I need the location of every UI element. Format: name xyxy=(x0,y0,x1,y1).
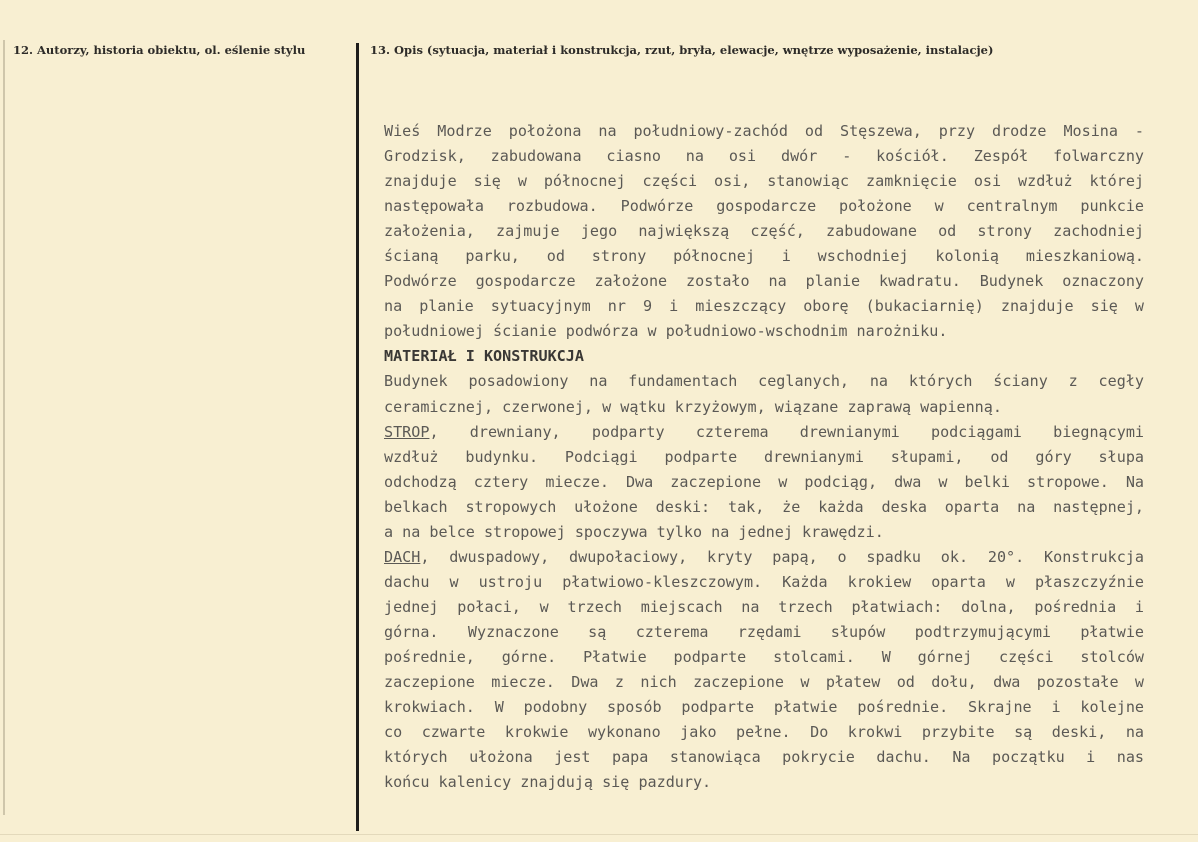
text-line: zaczepione miecze. Dwa z nich zaczepione w płatew od dołu, dwa pozostałe w xyxy=(384,673,1144,692)
bottom-edge-line xyxy=(0,834,1198,835)
text-line: pośrednie, górne. Płatwie podparte stolcami. W górnej części stolców xyxy=(384,647,1144,666)
strop-line xyxy=(384,420,1144,445)
text-fragment: , drewniany, podparty czterema drewnianymi podciągami biegnącymi xyxy=(429,422,1144,441)
text-line: Podwórze gospodarcze założone zostało na planie kwadratu. Budynek oznaczony xyxy=(384,272,1144,291)
text-line: końcu kalenicy znajdują się pazdury. xyxy=(384,773,712,792)
text-line: górna. Wyznaczone są czterema rzędami słupów podtrzymującymi płatwie xyxy=(384,622,1144,641)
text-line: belkach stropowych ułożone deski: tak, że każda deska oparta na następnej, xyxy=(384,497,1144,516)
section-heading: MATERIAŁ I KONSTRUKCJA xyxy=(384,347,584,366)
text-line: dachu w ustroju płatwiowo-kleszczowym. Każda krokiew oparta w płaszczyźnie xyxy=(384,572,1144,591)
text-line: Budynek posadowiony na fundamentach ceglanych, na których ściany z cegły xyxy=(384,372,1144,391)
text-line: ścianą parku, od strony północnej i wschodniej kolonią mieszkaniową. xyxy=(384,247,1144,266)
strop-label: STROP xyxy=(384,422,430,441)
description-text xyxy=(384,119,1144,795)
text-line: wzdłuż budynku. Podciągi podparte drewnianymi słupami, od góry słupa xyxy=(384,447,1144,466)
text-line: południowej ścianie podwórza w południowo-wschodnim narożniku. xyxy=(384,322,948,341)
text-line: znajduje się w północnej części osi, stanowiąc zamknięcie osi wzdłuż której xyxy=(384,172,1144,191)
text-line: Wieś Modrze położona na południowy-zachód od Stęszewa, przy drodze Mosina - xyxy=(384,122,1144,140)
text-line: których ułożona jest papa stanowiąca pokrycie dachu. Na początku i nas xyxy=(384,748,1144,767)
text-line: założenia, zajmuje jego największą część, zabudowane od strony zachodniej xyxy=(384,222,1144,241)
text-line: Grodzisk, zabudowana ciasno na osi dwór - kościół. Zespół folwarczny xyxy=(384,147,1144,166)
text-line: odchodzą cztery miecze. Dwa zaczepione w podciąg, dwa w belki stropowe. Na xyxy=(384,472,1144,491)
text-line: na planie sytuacyjnym nr 9 i mieszczący oborę (bukaciarnię) znajduje się w xyxy=(384,297,1144,316)
dach-line xyxy=(384,545,1144,570)
text-line: ceramicznej, czerwonej, w wątku krzyżowym, wiązane zaprawą wapienną. xyxy=(384,397,1002,416)
dach-label: DACH xyxy=(384,547,421,566)
column-13-header: 13. Opis (sytuacja, materiał i konstrukcja, rzut, bryła, elewacje, wnętrze wyposażenie, instalacje) xyxy=(370,43,994,57)
column-divider xyxy=(356,43,359,831)
text-line: krokwiach. W podobny sposób podparte płatwie pośrednie. Skrajne i kolejne xyxy=(384,698,1144,717)
text-line: jednej połaci, w trzech miejscach na trzech płatwiach: dolna, pośrednia i xyxy=(384,597,1144,616)
text-fragment: , dwuspadowy, dwupołaciowy, kryty papą, o spadku ok. 20°. Konstrukcja xyxy=(420,547,1144,566)
text-line: co czwarte krokwie wykonano jako pełne. Do krokwi przybite są deski, na xyxy=(384,723,1144,742)
left-edge-line xyxy=(3,40,5,815)
column-12-header: 12. Autorzy, historia obiektu, ol. eślenie stylu xyxy=(13,43,306,57)
text-line: a na belce stropowej spoczywa tylko na jednej krawędzi. xyxy=(384,522,884,541)
text-line: następowała rozbudowa. Podwórze gospodarcze położone w centralnym punkcie xyxy=(384,197,1144,216)
